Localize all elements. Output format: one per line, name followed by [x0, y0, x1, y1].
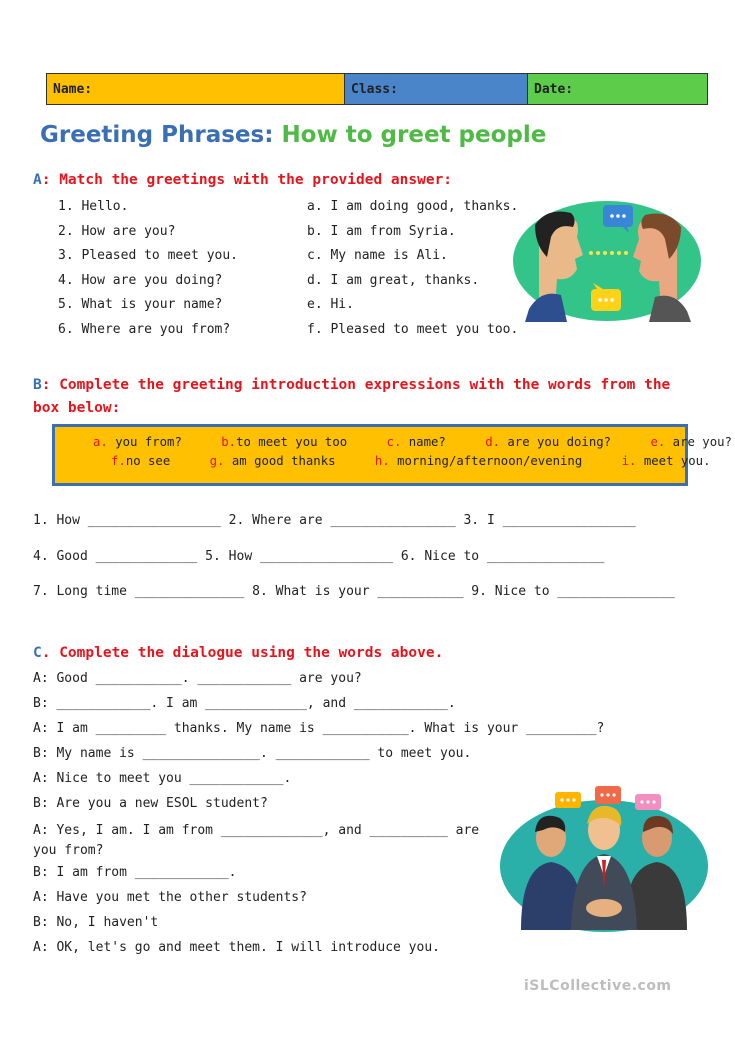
class-field[interactable]: [345, 74, 528, 104]
list-item: a. I am doing good, thanks.: [307, 199, 519, 214]
list-item: c. My name is Ali.: [307, 248, 448, 264]
list-item: f. Pleased to meet you too.: [307, 321, 519, 337]
dialogue-line: B: Are you a new ESOL student?: [33, 796, 268, 811]
section-c-instruction: . Complete the dialogue using the words above.: [41, 645, 444, 661]
list-item: 3. Pleased to meet you.: [58, 248, 239, 264]
word-option: f.no see: [111, 454, 171, 468]
word-box-row-1: [93, 435, 735, 449]
word-option: c. name?: [386, 435, 446, 449]
list-item: b. I am from Syria.: [307, 223, 456, 239]
section-b-instruction: : Complete the greeting introduction expressions with the words from the box below:: [33, 377, 671, 416]
name-label: Name:: [53, 81, 93, 97]
dialogue-line[interactable]: B: My name is _______________. ____________ to meet you.: [33, 746, 472, 761]
expression-line-2[interactable]: 4. Good _____________ 5. How _________________ 6. Nice to _______________: [33, 549, 605, 564]
list-item: 6. Where are you from?: [58, 321, 231, 337]
dialogue-line[interactable]: A: Nice to meet you ____________.: [33, 771, 292, 786]
word-option: h. morning/afternoon/evening: [374, 454, 583, 468]
two-people-talking-illustration: [511, 197, 704, 322]
dialogue-line[interactable]: A: I am _________ thanks. My name is ___________. What is your _________?: [33, 721, 605, 736]
class-label: Class:: [351, 81, 398, 97]
name-field[interactable]: [47, 74, 345, 104]
list-item: 4. How are you doing?: [58, 272, 223, 288]
date-field[interactable]: [528, 74, 707, 104]
header-bar: [46, 73, 708, 105]
section-c-heading: [33, 645, 443, 661]
expression-line-1[interactable]: 1. How _________________ 2. Where are ________________ 3. I _________________: [33, 513, 636, 528]
word-option: a. you from?: [93, 435, 182, 449]
expression-line-3[interactable]: 7. Long time ______________ 8. What is your ___________ 9. Nice to _______________: [33, 584, 675, 599]
title-part1: Greeting Phrases:: [40, 122, 274, 148]
section-a-instruction: : Match the greetings with the provided answer:: [41, 172, 453, 188]
word-option: d. are you doing?: [485, 435, 612, 449]
section-b-letter: B: [33, 377, 42, 393]
section-c-letter: C: [33, 645, 42, 661]
dialogue-line[interactable]: A: Good ___________. ____________ are you?: [33, 671, 362, 686]
section-b-heading: [33, 374, 703, 420]
dialogue-line: A: Have you met the other students?: [33, 890, 307, 905]
dialogue-line[interactable]: B: ____________. I am _____________, and ____________.: [33, 696, 456, 711]
list-item: 5. What is your name?: [58, 297, 223, 313]
word-option: i. meet you.: [621, 454, 711, 468]
section-a-heading: [33, 172, 452, 188]
dialogue-line[interactable]: A: Yes, I am. I am from _____________, and __________ are you from?: [33, 823, 480, 858]
word-box-row-2: [111, 454, 735, 468]
list-item: 1. Hello.: [58, 199, 129, 214]
list-item: d. I am great, thanks.: [307, 272, 480, 288]
date-label: Date:: [534, 81, 574, 97]
dialogue-line: A: OK, let's go and meet them. I will introduce you.: [33, 940, 440, 955]
greetings-list: [58, 199, 238, 347]
page-title: [40, 122, 546, 148]
dialogue-line[interactable]: B: I am from ____________.: [33, 865, 237, 880]
word-option: b.to meet you too: [221, 435, 348, 449]
list-item: 2. How are you?: [58, 223, 176, 239]
people-shaking-hands-illustration: [497, 780, 711, 935]
list-item: e. Hi.: [307, 297, 354, 313]
title-part2: How to greet people: [281, 122, 547, 148]
answers-list: [307, 199, 518, 347]
word-option: g. am good thanks: [209, 454, 336, 468]
watermark: iSLCollective.com: [524, 978, 672, 994]
word-option: e. are you?: [650, 435, 732, 449]
section-a-letter: A: [33, 172, 42, 188]
dialogue-line: B: No, I haven't: [33, 915, 159, 930]
word-box: [52, 424, 732, 486]
